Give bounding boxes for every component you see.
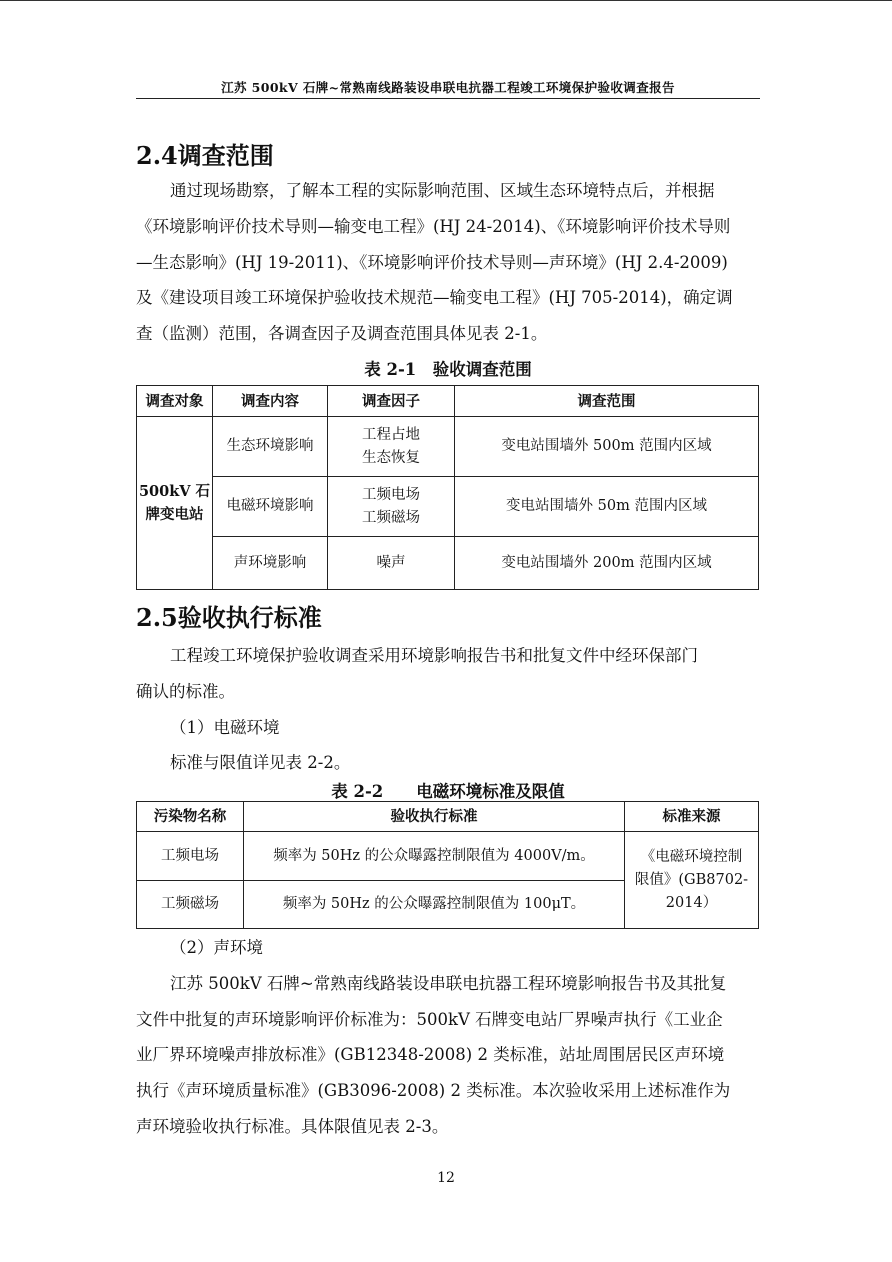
- table-header-cell: 调查对象: [137, 386, 213, 417]
- paragraph-line: 江苏 500kV 石牌~常熟南线路装设串联电抗器工程环境影响报告书及其批复: [170, 973, 727, 993]
- paragraph-line: 确认的标准。: [136, 681, 235, 701]
- section-2-5-intro: [136, 638, 760, 781]
- paragraph-line: 工程竣工环境保护验收调查采用环境影响报告书和批复文件中经环保部门: [170, 646, 698, 665]
- table-row: [137, 417, 759, 477]
- table-header-cell: 污染物名称: [137, 802, 244, 832]
- table-2-1-caption: 表 2-1 验收调查范围: [364, 360, 532, 379]
- paragraph-line: 标准与限值详见表 2-2。: [170, 753, 351, 773]
- subsection-acoustic: （2）声环境: [170, 938, 263, 957]
- subsection-electromagnetic: （1）电磁环境: [170, 717, 280, 737]
- table-cell: 电磁环境影响: [213, 477, 328, 537]
- table-row: [137, 832, 759, 881]
- table-cell: 声环境影响: [213, 537, 328, 590]
- paragraph-line: 及《建设项目竣工环境保护验收技术规范—输变电工程》(HJ 705-2014)，确定调: [136, 288, 733, 308]
- section-2-4-heading: 2.4调查范围: [136, 141, 274, 170]
- paragraph-line: 文件中批复的声环境影响评价标准为：500kV 石牌变电站厂界噪声执行《工业企: [136, 1009, 723, 1029]
- table-cell: 噪声: [328, 537, 455, 590]
- factor-line: 工频电场: [362, 486, 420, 503]
- section-2-4-paragraph: [136, 173, 760, 352]
- running-header: 江苏 500kV 石牌~常熟南线路装设串联电抗器工程竣工环境保护验收调查报告: [221, 80, 675, 95]
- table-cell: 工频电场: [137, 832, 244, 881]
- source-line: 2014）: [665, 894, 718, 911]
- source-line: 限值》(GB8702-: [634, 871, 749, 888]
- table-cell: 工频磁场: [137, 881, 244, 929]
- standard-source-cell: [625, 832, 759, 929]
- table-row: [137, 537, 759, 590]
- table-2-1: [136, 385, 759, 590]
- factor-line: 生态恢复: [362, 449, 420, 466]
- paragraph-line: 《环境影响评价技术导则—输变电工程》(HJ 24-2014)、《环境影响评价技术导则: [136, 216, 731, 236]
- table-header-cell: 验收执行标准: [244, 802, 625, 832]
- paragraph-line: —生态影响》(HJ 19-2011)、《环境影响评价技术导则—声环境》(HJ 2.4-2009): [136, 252, 728, 272]
- table-2-2-caption: 表 2-2 电磁环境标准及限值: [331, 782, 565, 801]
- section-2-5-heading: 2.5验收执行标准: [136, 603, 322, 632]
- page-number: 12: [437, 1170, 455, 1186]
- table-header-cell: 调查范围: [455, 386, 759, 417]
- header-rule: [136, 98, 760, 99]
- paragraph-line: 声环境验收执行标准。具体限值见表 2-3。: [136, 1116, 449, 1136]
- paragraph-line: 执行《声环境质量标准》(GB3096-2008) 2 类标准。本次验收采用上述标准作为: [136, 1081, 731, 1101]
- survey-object-cell: [137, 417, 213, 590]
- table-cell: 变电站围墙外 50m 范围内区域: [455, 477, 759, 537]
- table-header-cell: 调查内容: [213, 386, 328, 417]
- table-cell: 生态环境影响: [213, 417, 328, 477]
- table-cell: 变电站围墙外 200m 范围内区域: [455, 537, 759, 590]
- table-header-cell: 标准来源: [625, 802, 759, 832]
- table-row: [137, 477, 759, 537]
- top-border: [0, 0, 892, 1]
- table-cell: 频率为 50Hz 的公众曝露控制限值为 4000V/m。: [244, 832, 625, 881]
- table-2-2: [136, 801, 759, 929]
- paragraph-line: 业厂界环境噪声排放标准》(GB12348-2008) 2 类标准，站址周围居民区声环境: [136, 1045, 725, 1065]
- table-cell: 变电站围墙外 500m 范围内区域: [455, 417, 759, 477]
- paragraph-line: 查（监测）范围，各调查因子及调查范围具体见表 2-1。: [136, 324, 548, 344]
- factor-line: 工频磁场: [362, 509, 420, 526]
- table-cell: [328, 477, 455, 537]
- section-2-5-acoustic: [136, 930, 760, 1145]
- table-cell: [328, 417, 455, 477]
- table-header-cell: 调查因子: [328, 386, 455, 417]
- survey-object-line: 500kV 石: [138, 483, 211, 500]
- source-line: 《电磁环境控制: [640, 848, 743, 865]
- factor-line: 工程占地: [362, 426, 420, 443]
- survey-object-line: 牌变电站: [145, 506, 204, 523]
- paragraph-line: 通过现场勘察，了解本工程的实际影响范围、区域生态环境特点后，并根据: [170, 181, 715, 200]
- table-cell: 频率为 50Hz 的公众曝露控制限值为 100μT。: [244, 881, 625, 929]
